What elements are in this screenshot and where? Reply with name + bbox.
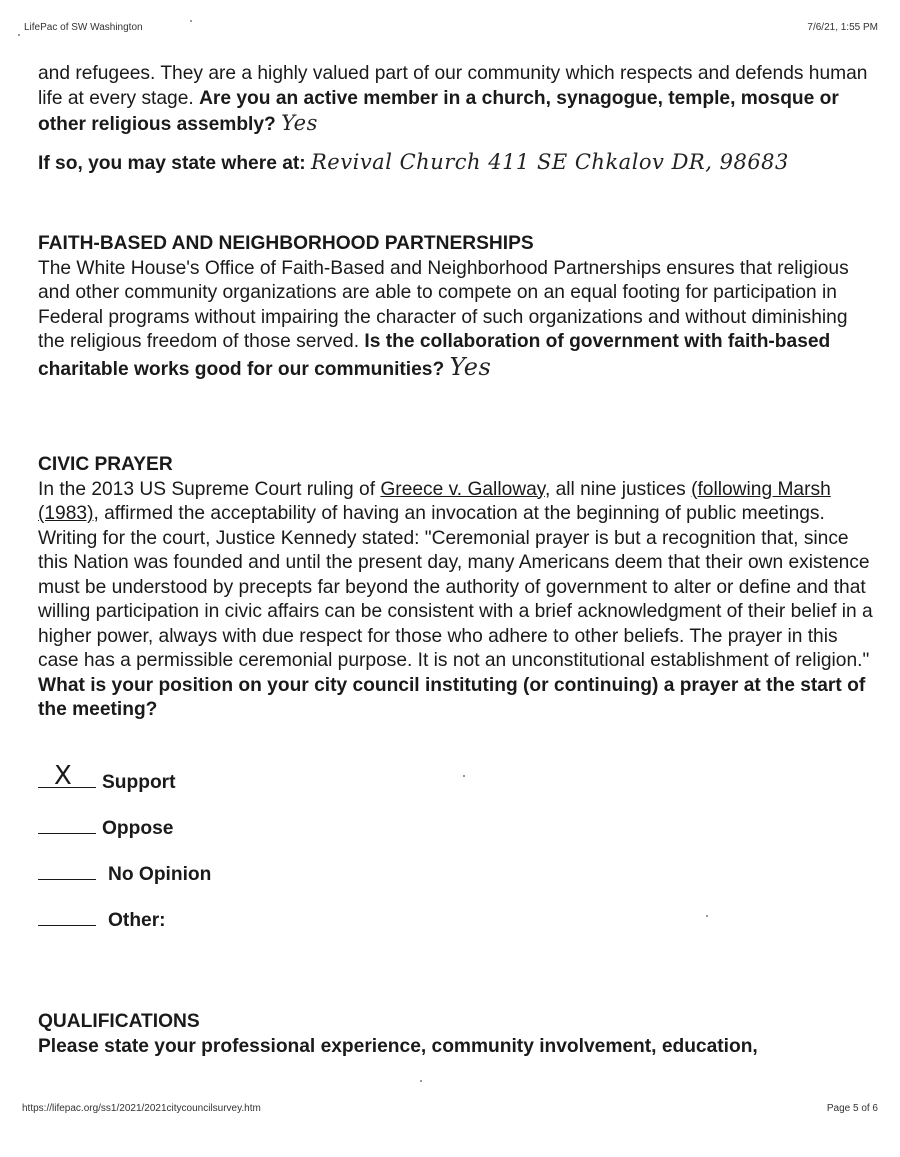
qualifications-question: Please state your professional experience, community involvement, education, (38, 1035, 758, 1057)
civic-text-mid: , all nine justices (544, 478, 692, 500)
option-other[interactable] (38, 903, 166, 929)
scan-speck (18, 34, 20, 36)
option-blank[interactable] (38, 761, 96, 791)
civic-heading: CIVIC PRAYER (38, 454, 173, 475)
religious-assembly-answer: Yes (281, 111, 318, 135)
intro-section (38, 62, 874, 176)
faith-text: The White House's Office of Faith-Based and Neighborhood Partnerships ensures that religious and other community organizations are able to compete on an equal footing for participation in Federal programs without impairing the character of such organizations and without diminishing the religious freedom of those served. (38, 257, 849, 352)
option-oppose[interactable] (38, 811, 173, 837)
header-site-name: LifePac of SW Washington (24, 22, 143, 33)
where-label: If so, you may state where at: (38, 152, 306, 174)
option-no-opinion[interactable] (38, 857, 211, 883)
case-link[interactable]: Greece v. Galloway (380, 478, 545, 500)
option-support[interactable] (38, 761, 176, 793)
footer-page-number: Page 5 of 6 (826, 1103, 878, 1114)
faith-heading: FAITH-BASED AND NEIGHBORHOOD PARTNERSHIPS (38, 233, 534, 254)
where-answer: Revival Church 411 SE Chkalov DR, 98683 (311, 149, 789, 174)
qualifications-heading: QUALIFICATIONS (38, 1011, 200, 1032)
footer-url: https://lifepac.org/ss1/2021/2021citycouncilsurvey.htm (22, 1103, 261, 1114)
option-blank[interactable] (38, 857, 96, 880)
civic-text-after: , affirmed the acceptability of having an invocation at the beginning of public meetings. Writing for the court, Justice Kennedy stated: "Ceremonial prayer is but a recognition that, since this Nation was founded and until the present day, many Americans deem that their own existence must be understood by precepts far beyond the authority of government to alter or define and that willing participation in civic affairs can be consistent with a brief acknowledgment of their belief in a higher power, always with due respect for those who adhere to other beliefs. The prayer in this case has a permissible ceremonial purpose. It is not an unconstitutional establishment of religion." (38, 503, 873, 671)
option-blank[interactable] (38, 811, 96, 834)
faith-answer: Yes (449, 352, 492, 381)
faith-paragraph (38, 257, 874, 383)
intro-paragraph (38, 62, 874, 138)
scan-speck (463, 775, 465, 777)
intro-text: and refugees. They are a highly valued part of our community which respects and defends human life at every stage. (38, 63, 868, 109)
faith-question: Is the collaboration of government with faith-based charitable works good for our communities? (38, 331, 831, 380)
option-mark: X (54, 761, 72, 791)
option-label: Oppose (102, 818, 174, 839)
civic-question: What is your position on your city council instituting (or continuing) a prayer at the start of the meeting? (38, 674, 866, 720)
faith-section (38, 232, 874, 382)
option-blank[interactable] (38, 903, 96, 926)
option-label: No Opinion (108, 864, 212, 885)
where-line (38, 150, 874, 177)
scan-speck (706, 915, 708, 917)
following-link[interactable]: (following Marsh (1983) (38, 478, 831, 524)
header-timestamp: 7/6/21, 1:55 PM (807, 22, 878, 33)
civic-prayer-section (38, 453, 874, 931)
religious-assembly-question: Are you an active member in a church, synagogue, temple, mosque or other religious assembly? (38, 87, 839, 135)
civic-text-before: In the 2013 US Supreme Court ruling of (38, 478, 381, 500)
qualifications-section (38, 1010, 758, 1059)
page-content (38, 62, 874, 1057)
scan-speck (420, 1080, 422, 1082)
option-label: Other: (108, 910, 166, 931)
option-label: Support (102, 772, 176, 793)
scan-speck (190, 20, 192, 22)
civic-paragraph (38, 478, 874, 723)
